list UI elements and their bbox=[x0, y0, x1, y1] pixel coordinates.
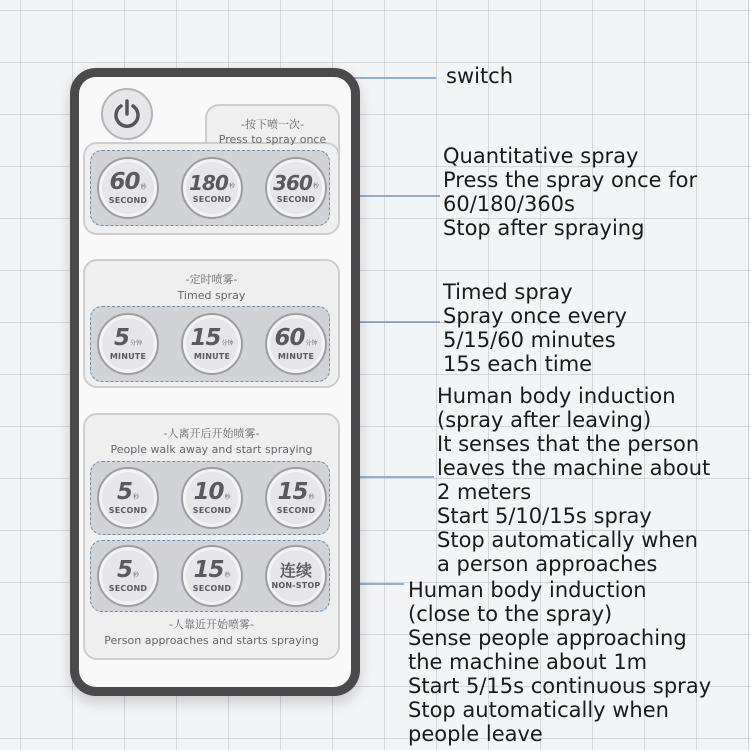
button-number: 15 bbox=[190, 325, 221, 351]
section4-label-en: Person approaches and starts spraying bbox=[104, 634, 319, 647]
button-number: 5 bbox=[113, 325, 129, 351]
button-sublabel: SECOND bbox=[276, 506, 316, 515]
section3-button-5[interactable] bbox=[97, 467, 159, 529]
button-number: 60 bbox=[274, 325, 305, 351]
section4-button-5[interactable] bbox=[97, 545, 159, 607]
power-button[interactable] bbox=[101, 88, 153, 140]
button-value bbox=[277, 481, 314, 504]
button-value bbox=[189, 170, 235, 195]
button-unit: 分钟 bbox=[305, 340, 318, 347]
section2-label-cn: -定时喷雾- bbox=[185, 273, 238, 286]
annotation-line: Press the spray once for bbox=[443, 168, 698, 192]
annotation-line: Spray once every bbox=[443, 304, 627, 328]
button-value bbox=[193, 481, 230, 504]
button-sublabel: MINUTE bbox=[193, 352, 231, 361]
annotation-line: Sense people approaching bbox=[408, 626, 687, 650]
button-number: 180 bbox=[189, 170, 228, 195]
button-unit: 秒 bbox=[133, 494, 140, 501]
button-number: 15 bbox=[193, 557, 224, 583]
button-unit: 秒 bbox=[308, 494, 315, 501]
section4-button-nonstop[interactable] bbox=[265, 545, 327, 607]
button-sublabel: NON-STOP bbox=[271, 581, 321, 591]
button-unit: 秒 bbox=[224, 494, 231, 501]
button-value bbox=[114, 327, 142, 350]
button-value bbox=[190, 327, 233, 350]
annotation-line: Stop automatically when bbox=[408, 698, 669, 722]
annotation-line: switch bbox=[446, 64, 514, 88]
section4-label-cn: -人靠近开始喷雾- bbox=[169, 618, 254, 631]
section1-button-180[interactable] bbox=[181, 157, 243, 219]
section2-button-60[interactable] bbox=[265, 313, 327, 375]
button-number: 5 bbox=[116, 557, 132, 583]
annotation-line: Stop automatically when bbox=[437, 528, 698, 552]
section1-button-60[interactable] bbox=[97, 157, 159, 219]
annotation-line: Human body induction bbox=[437, 384, 676, 408]
section1-button-360[interactable] bbox=[265, 157, 327, 219]
button-unit: 秒 bbox=[140, 184, 147, 191]
section1-label-en: Press to spray once bbox=[218, 133, 327, 146]
button-number: 60 bbox=[109, 169, 140, 195]
button-sublabel: SECOND bbox=[192, 506, 232, 515]
button-value bbox=[109, 171, 146, 194]
section3-button-10[interactable] bbox=[181, 467, 243, 529]
annotation-quantitative-spray bbox=[443, 144, 697, 240]
annotation-line: Human body induction bbox=[408, 578, 647, 602]
button-unit: 分钟 bbox=[130, 340, 143, 347]
annotation-line: a person approaches bbox=[437, 552, 658, 576]
button-number: 5 bbox=[116, 479, 132, 505]
annotation-line: Start 5/10/15s spray bbox=[437, 504, 652, 528]
button-value bbox=[117, 559, 139, 582]
annotation-switch bbox=[446, 64, 513, 88]
button-value bbox=[273, 170, 319, 195]
annotation-line: people leave bbox=[408, 722, 543, 746]
button-sublabel: SECOND bbox=[108, 506, 148, 515]
button-sublabel: SECOND bbox=[192, 194, 232, 204]
button-unit: 秒 bbox=[312, 182, 319, 190]
annotation-line: Quantitative spray bbox=[443, 144, 639, 168]
button-sublabel: SECOND bbox=[108, 584, 148, 593]
annotation-line: leaves the machine about bbox=[437, 456, 711, 480]
button-value bbox=[274, 327, 317, 350]
button-label-cn: 连续 bbox=[279, 560, 312, 580]
button-sublabel: MINUTE bbox=[109, 352, 147, 361]
annotation-line: Timed spray bbox=[443, 280, 573, 304]
button-number: 360 bbox=[273, 170, 312, 195]
annotation-line: Stop after spraying bbox=[443, 216, 645, 240]
section2-button-15[interactable] bbox=[181, 313, 243, 375]
annotation-line: Start 5/15s continuous spray bbox=[408, 674, 712, 698]
annotation-line: 2 meters bbox=[437, 480, 532, 504]
button-unit: 秒 bbox=[133, 572, 140, 579]
button-unit: 分钟 bbox=[221, 340, 234, 347]
section4-button-15[interactable] bbox=[181, 545, 243, 607]
annotation-line: the machine about 1m bbox=[408, 650, 648, 674]
button-number: 15 bbox=[277, 479, 308, 505]
section2-button-5[interactable] bbox=[97, 313, 159, 375]
annotation-line: 15s each time bbox=[443, 352, 593, 376]
section3-button-15[interactable] bbox=[265, 467, 327, 529]
button-value bbox=[193, 559, 230, 582]
button-value bbox=[117, 481, 139, 504]
button-sublabel: SECOND bbox=[192, 584, 232, 593]
section1-label-cn: -按下喷一次- bbox=[241, 118, 304, 131]
power-icon bbox=[110, 97, 144, 131]
button-unit: 秒 bbox=[224, 572, 231, 579]
button-sublabel: MINUTE bbox=[277, 352, 315, 361]
button-number: 10 bbox=[193, 479, 224, 505]
annotation-line: 60/180/360s bbox=[443, 192, 575, 216]
annotation-line: 5/15/60 minutes bbox=[443, 328, 616, 352]
annotation-line: It senses that the person bbox=[437, 432, 700, 456]
section3-label-cn: -人离开后开始喷雾- bbox=[163, 427, 260, 440]
annotation-spray-after-leaving bbox=[437, 384, 710, 576]
button-sublabel: SECOND bbox=[276, 194, 316, 204]
annotation-line: (close to the spray) bbox=[408, 602, 613, 626]
button-sublabel: SECOND bbox=[108, 196, 148, 205]
button-unit: 秒 bbox=[228, 182, 235, 190]
section3-label-en: People walk away and start spraying bbox=[110, 443, 313, 456]
annotation-timed-spray bbox=[443, 280, 627, 376]
annotation-spray-on-approach bbox=[408, 578, 711, 746]
annotation-line: (spray after leaving) bbox=[437, 408, 652, 432]
section2-label-en: Timed spray bbox=[177, 289, 246, 302]
